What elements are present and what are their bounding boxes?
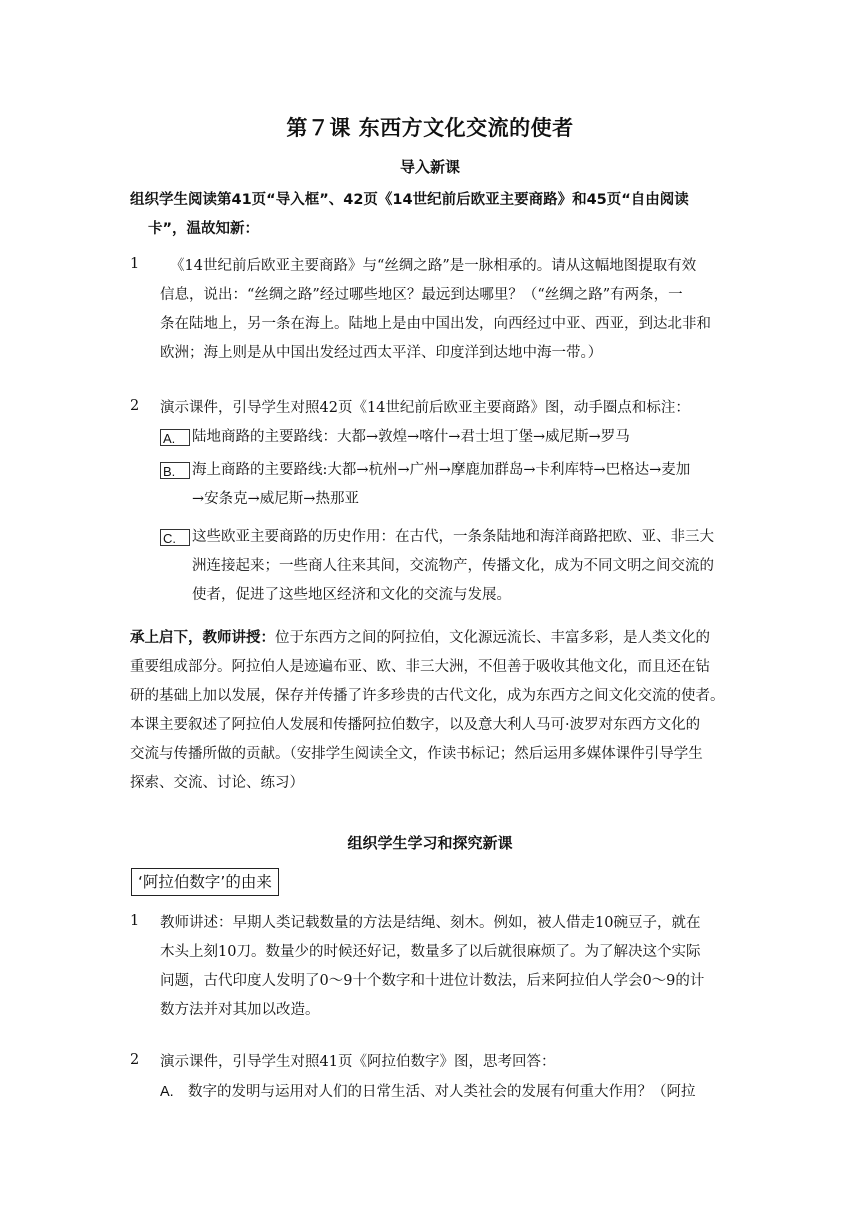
list-number: 1 — [130, 913, 140, 929]
paragraph-line: 条在陆地上，另一条在海上。陆地上是由中国出发，向西经过中亚、西亚，到达北非和 — [160, 316, 711, 332]
sub-label: C. — [160, 529, 190, 546]
paragraph-line: 研的基础上加以发展，保存并传播了许多珍贵的古代文化，成为东西方之间文化交流的使者。 — [130, 688, 725, 704]
list-item-2: 演示课件，引导学生对照42页《14世纪前后欧亚主要商路》图，动手圈点和标注： — [160, 400, 690, 416]
intro-lead-line2: 卡”，温故知新： — [148, 221, 260, 237]
list-item-3 — [160, 909, 736, 1025]
page-title: 第７课 东西方文化交流的使者 — [286, 116, 574, 140]
sub-text: 这些欧亚主要商路的历史作用：在古代，一条条陆地和海洋商路把欧、亚、非三大 — [192, 529, 714, 545]
list-item-4: 演示课件，引导学生对照41页《阿拉伯数字》图，思考回答： — [160, 1054, 556, 1070]
paragraph-line: 欧洲；海上则是从中国出发经过西太平洋、印度洋到达地中海一带。） — [160, 345, 603, 361]
sub-item-a — [160, 423, 736, 452]
sub-text: 使者，促进了这些地区经济和文化的交流与发展。 — [192, 587, 511, 603]
paragraph-line: 教师讲述：早期人类记载数量的方法是结绳、刻木。例如，被人借走10碗豆子，就在 — [160, 915, 701, 931]
paragraph-line: 探索、交流、讨论、练习） — [130, 775, 304, 791]
sub-text: 海上商路的主要路线:大都→杭州→广州→摩鹿加群岛→卡利库特→巴格达→麦加 — [192, 462, 691, 478]
sub-text: 陆地商路的主要路线：大都→敦煌→喀什→君士坦丁堡→威尼斯→罗马 — [192, 429, 630, 445]
paragraph-line: 问题，古代印度人发明了0～9十个数字和十进位计数法，后来阿拉伯人学会0～9的计 — [160, 973, 705, 989]
paragraph-line: 本课主要叙述了阿拉伯人发展和传播阿拉伯数字，以及意大利人马可·波罗对东西方文化的 — [130, 717, 701, 733]
sub-item-b — [160, 456, 736, 514]
sub-text: 数字的发明与运用对人们的日常生活、对人类社会的发展有何重大作用？（阿拉 — [188, 1084, 696, 1100]
paragraph-line: 交流与传播所做的贡献。（安排学生阅读全文，作读书标记；然后运用多媒体课件引导学生 — [130, 746, 703, 762]
sub-label: A. — [160, 1084, 174, 1100]
list-number: 1 — [130, 256, 140, 272]
sub-item-c — [160, 523, 736, 610]
sub-label: A. — [160, 429, 190, 446]
sub-text: 洲连接起来；一些商人往来其间，交流物产，传播文化，成为不同文明之间交流的 — [192, 558, 714, 574]
paragraph-line: 信息，说出：“丝绸之路”经过哪些地区？最远到达哪里？（“丝绸之路”有两条，一 — [160, 287, 683, 303]
transition-paragraph — [130, 624, 735, 798]
transition-lead: 承上启下，教师讲授： — [130, 630, 275, 646]
section-heading-intro: 导入新课 — [399, 158, 460, 176]
paragraph-line: 数方法并对其加以改造。 — [160, 1002, 320, 1018]
paragraph-line: 位于东西方之间的阿拉伯，文化源远流长、丰富多彩，是人类文化的 — [275, 630, 710, 646]
paragraph-line: 木头上刻10刀。数量少的时候还好记，数量多了以后就很麻烦了。为了解决这个实际 — [160, 944, 701, 960]
sub-item-a2 — [160, 1078, 736, 1107]
list-number: 2 — [130, 1052, 140, 1068]
sub-label: B. — [160, 462, 190, 479]
list-item-1 — [160, 252, 736, 368]
intro-lead — [130, 186, 735, 244]
intro-lead-line1: 组织学生阅读第41页“导入框”、42页《14世纪前后欧亚主要商路》和45页“自由阅读 — [130, 192, 689, 208]
list-number: 2 — [130, 398, 140, 414]
paragraph-line: 《14世纪前后欧亚主要商路》与“丝绸之路”是一脉相承的。请从这幅地图提取有效 — [170, 258, 697, 274]
section-heading-new: 组织学生学习和探究新课 — [347, 834, 513, 852]
sub-text: →安条克→威尼斯→热那亚 — [192, 491, 359, 507]
paragraph-line: 重要组成部分。阿拉伯人是迹遍布亚、欧、非三大洲，不但善于吸收其他文化，而且还在钻 — [130, 659, 710, 675]
boxed-subtitle: ‘阿拉伯数字’的由来 — [131, 868, 279, 896]
